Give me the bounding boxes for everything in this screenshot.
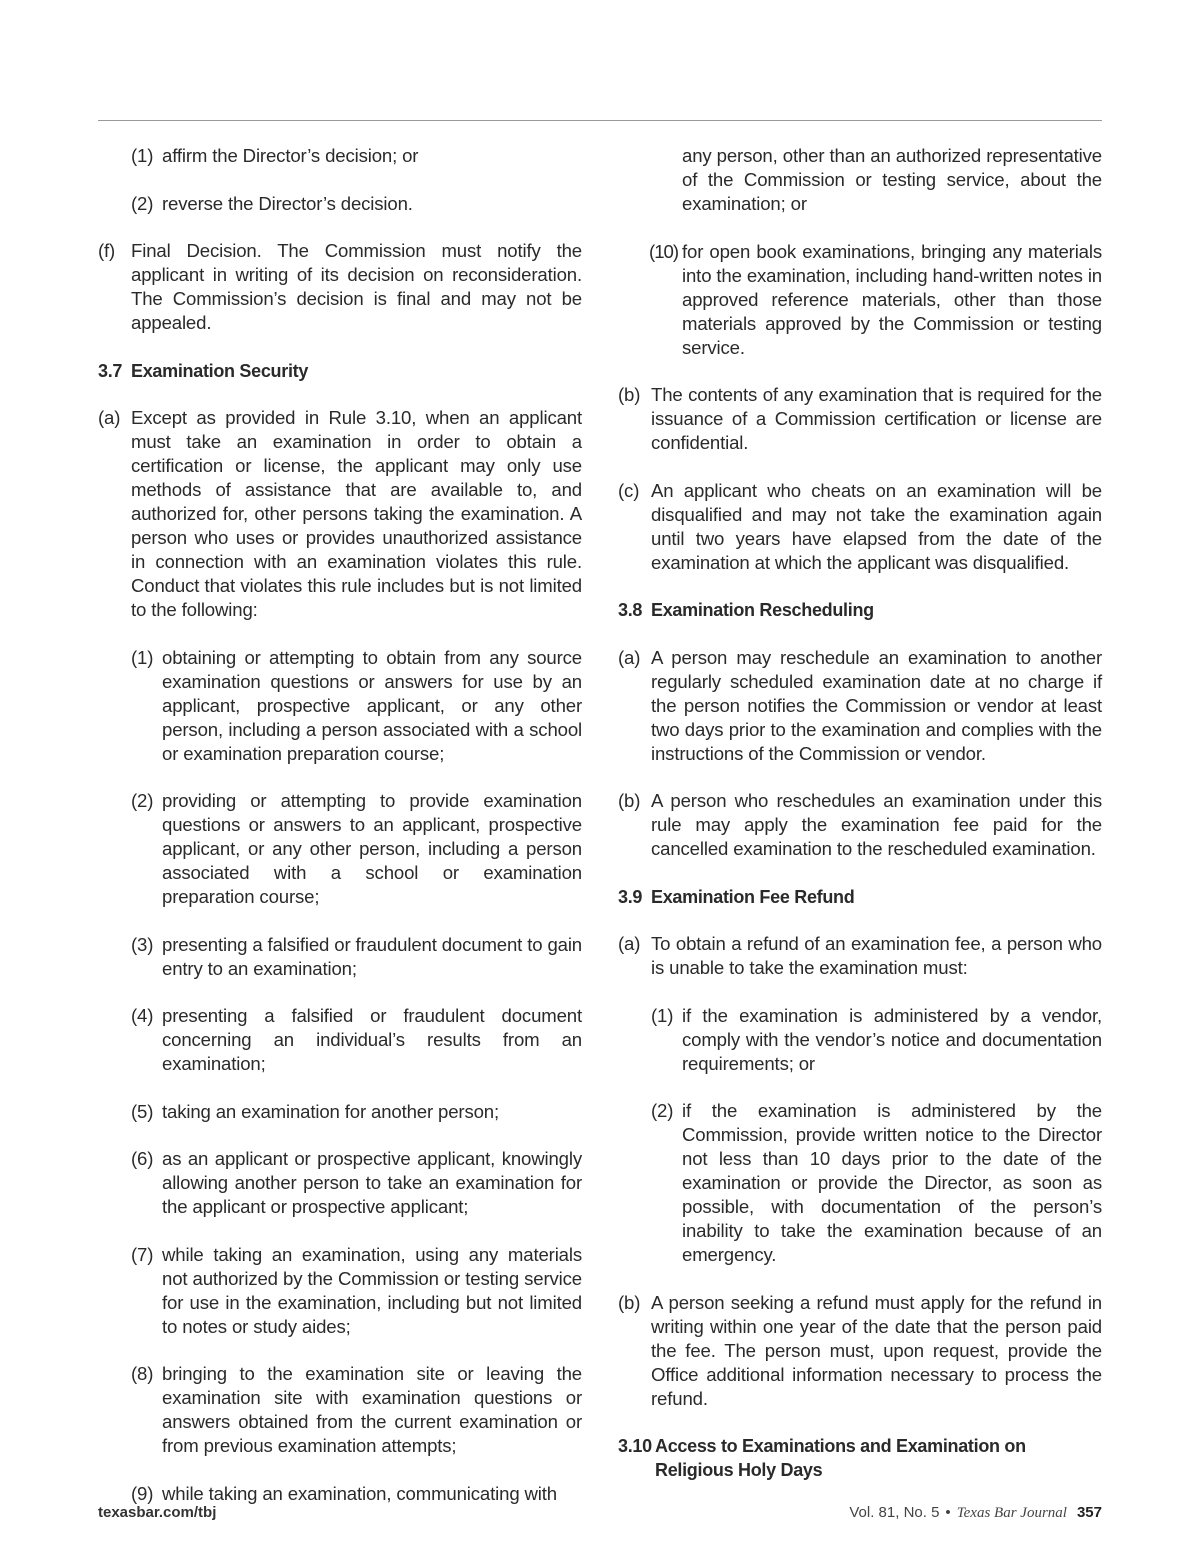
item-marker: (2)	[131, 790, 154, 811]
item-text: affirm the Director’s decision; or	[162, 145, 419, 166]
item-marker: (f)	[98, 240, 116, 261]
item-marker: (b)	[618, 384, 641, 405]
item-text: To obtain a refund of an examination fee, a person who is unable to take the examination must:	[651, 933, 1102, 978]
subsection-c	[618, 479, 1102, 575]
list-item	[98, 1100, 582, 1124]
section-heading-3-7: 3.7 Examination Security	[98, 360, 309, 381]
item-marker: (1)	[131, 646, 154, 668]
item-text: reverse the Director’s decision.	[162, 192, 413, 214]
item-text: providing or attempting to provide examination questions or answers to an applicant, prospective applicant, or any other person, including a person associated with a school or examination preparation course;	[162, 790, 582, 907]
footer-journal: Texas Bar Journal	[956, 1505, 1067, 1521]
header-rule	[98, 120, 1102, 121]
list-item	[98, 192, 582, 216]
item-marker: (9)	[131, 1482, 154, 1504]
item-text: A person may reschedule an examination to another regularly scheduled examination date at no charge if the person notifies the Commission or vendor at least two days prior to the examination and complies with the instructions of the Commission or vendor.	[651, 646, 1102, 764]
item-marker: (a)	[98, 407, 121, 428]
item-text: The contents of any examination that is required for the issuance of a Commission certification or license are confidential.	[651, 384, 1102, 453]
item-text: if the examination is administered by the Commission, provide written notice to the Director not less than 10 days prior to the date of the examination or provide the Director, as soon as possible, with documentation of the person’s inability to take the examination because of an emergency.	[682, 1100, 1102, 1265]
left-column	[98, 144, 582, 1529]
item-marker: (3)	[131, 933, 154, 955]
subsection-b	[618, 789, 1102, 861]
subsection-b	[618, 383, 1102, 455]
item-text: while taking an examination, using any materials not authorized by the Commission or testing service for use in the examination, including but not limited to notes or study aides;	[162, 1243, 582, 1337]
footer-url: texasbar.com/tbj	[98, 1504, 217, 1521]
footer-volume: Vol. 81, No. 5	[849, 1504, 940, 1521]
subsection-b	[618, 1291, 1102, 1411]
section-heading-3-10: 3.10 Access to Examinations and Examination on Religious Holy Days	[618, 1436, 1026, 1480]
item-marker: (1)	[651, 1004, 674, 1026]
item-marker: (2)	[131, 192, 154, 214]
item-text: A person seeking a refund must apply for the refund in writing within one year of the date that the person paid the fee. The person must, upon request, provide the Office additional information necessary to process the refund.	[651, 1291, 1102, 1409]
item-marker: (10)	[649, 240, 679, 262]
list-item	[98, 1243, 582, 1339]
item-marker: (1)	[131, 145, 154, 166]
item-text: as an applicant or prospective applicant, knowingly allowing another person to take an examination for the applicant or prospective applicant;	[162, 1148, 582, 1217]
list-item	[98, 789, 582, 909]
item-text: while taking an examination, communicating with	[162, 1482, 557, 1504]
item-marker: (4)	[131, 1005, 154, 1026]
subsection-f	[98, 239, 582, 335]
list-item	[98, 144, 582, 168]
item-text: presenting a falsified or fraudulent document to gain entry to an examination;	[162, 933, 582, 979]
list-item	[98, 646, 582, 766]
item-marker: (b)	[618, 790, 641, 811]
item-text: any person, other than an authorized representative of the Commission or testing service, about the examination; or	[682, 145, 1102, 214]
item-marker: (b)	[618, 1291, 641, 1313]
item-marker: (6)	[131, 1148, 154, 1169]
list-item	[98, 1147, 582, 1219]
item-text: obtaining or attempting to obtain from any source examination questions or answers for use by an applicant, prospective applicant, or any other person, including a person associated with a school or examination preparation course;	[162, 646, 582, 764]
section-heading-3-9: 3.9 Examination Fee Refund	[618, 886, 855, 907]
item-marker: (8)	[131, 1363, 154, 1384]
subsection-a	[98, 406, 582, 622]
item-text: for open book examinations, bringing any materials into the examination, including hand-written notes in approved reference materials, other than those materials approved by the Commission or testing service.	[682, 240, 1102, 358]
list-item	[98, 1482, 582, 1506]
item-marker: (7)	[131, 1243, 154, 1265]
list-item	[618, 1004, 1102, 1076]
item-marker: (a)	[618, 933, 641, 954]
list-item	[98, 933, 582, 981]
item-text: Final Decision. The Commission must notify the applicant in writing of its decision on reconsideration. The Commission’s decision is final and may not be appealed.	[131, 240, 582, 333]
bullet-separator: •	[945, 1504, 951, 1521]
list-item	[618, 240, 1102, 360]
item-marker: (5)	[131, 1100, 154, 1122]
item-text: An applicant who cheats on an examination will be disqualified and may not take the examination again until two years have elapsed from the date of the examination at which the applicant was disqualified.	[651, 479, 1102, 573]
item-marker: (2)	[651, 1100, 674, 1121]
list-item-continuation	[618, 144, 1102, 216]
item-text: bringing to the examination site or leaving the examination site with examination questions or answers obtained from the current examination or from previous examination attempts;	[162, 1363, 582, 1456]
item-marker: (a)	[618, 646, 641, 668]
item-marker: (c)	[618, 479, 640, 501]
item-text: Except as provided in Rule 3.10, when an applicant must take an examination in order to obtain a certification or license, the applicant may only use methods of assistance that are available to, and authorized for, other persons taking the examination. A person who uses or provides unauthorized assistance in connection with an examination violates this rule. Conduct that violates this rule includes but is not limited to the following:	[131, 407, 582, 620]
item-text: if the examination is administered by a vendor, comply with the vendor’s notice and documentation requirements; or	[682, 1004, 1102, 1074]
item-text: presenting a falsified or fraudulent document concerning an individual’s results from an examination;	[162, 1005, 582, 1074]
list-item	[618, 1099, 1102, 1267]
section-heading-3-8: 3.8 Examination Rescheduling	[618, 600, 874, 620]
right-column	[618, 144, 1102, 1506]
subsection-a	[618, 646, 1102, 766]
item-text: taking an examination for another person;	[162, 1100, 500, 1122]
list-item	[98, 1362, 582, 1458]
footer-citation	[849, 1504, 1102, 1522]
page-number: 357	[1076, 1504, 1102, 1521]
list-item	[98, 1004, 582, 1076]
item-text: A person who reschedules an examination under this rule may apply the examination fee paid for the cancelled examination to the rescheduled examination.	[651, 790, 1102, 859]
subsection-a	[618, 932, 1102, 980]
